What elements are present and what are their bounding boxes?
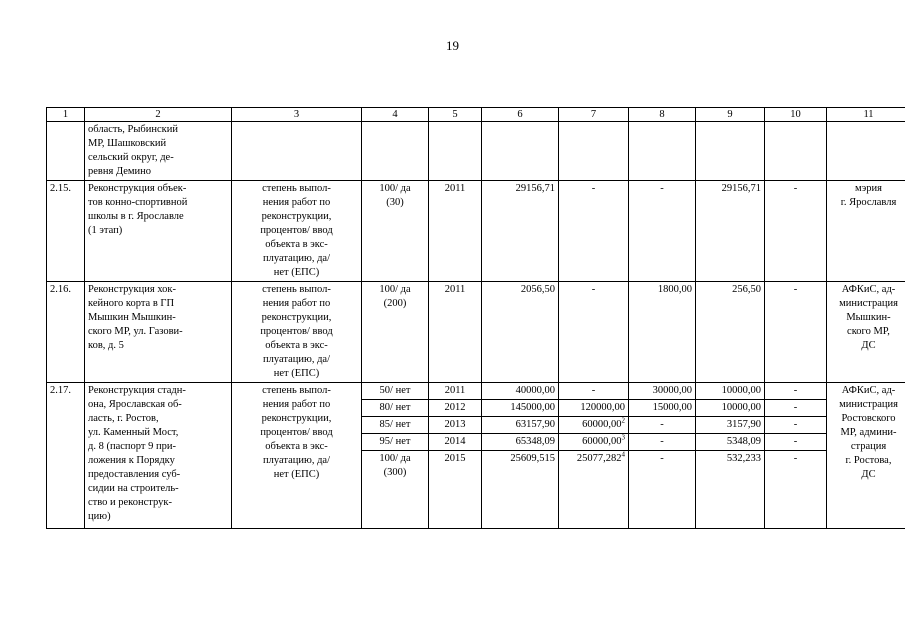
cell-value: 100/ да (30) [362,181,429,282]
cell-local: 5348,09 [696,434,765,451]
cell-total: 40000,00 [482,383,559,400]
cell-federal [559,451,629,529]
federal-value: 60000,00 [582,419,622,430]
cell-regional: - [629,434,696,451]
federal-value: 120000,00 [580,402,625,413]
cell-local: 10000,00 [696,383,765,400]
cell-regional: - [629,417,696,434]
cell-total: 65348,09 [482,434,559,451]
cell-indicator: степень выпол- нения работ по реконструкции, процентов/ ввод объекта в экс- плуатацию, да/ нет (ЕПС) [232,282,362,383]
cell-indicator: степень выпол- нения работ по реконструкции, процентов/ ввод объекта в экс- плуатацию, да/ нет (ЕПС) [232,383,362,529]
cell-executor: АФКиС, ад- министрация Ростовского МР, админи- страция г. Ростова, ДС [827,383,905,529]
header-cell: 7 [559,108,629,122]
cell-total: 29156,71 [482,181,559,282]
cell-local: 532,233 [696,451,765,529]
federal-value: 25077,282 [576,453,622,464]
cell-other: - [765,400,827,417]
cell-year: 2011 [429,383,482,400]
cell-local: 256,50 [696,282,765,383]
cell-executor: мэрия г. Ярославля [827,181,905,282]
cell-year: 2013 [429,417,482,434]
cell-value: 100/ да (200) [362,282,429,383]
cell-empty [765,122,827,181]
footnote-mark: 4 [621,450,625,459]
footnote-mark: 2 [621,416,625,425]
header-cell: 10 [765,108,827,122]
cell-local: 3157,90 [696,417,765,434]
cell-name: область, Рыбинский МР, Шашковский сельский округ, де- ревня Демино [85,122,232,181]
cell-num: 2.15. [47,181,85,282]
cell-empty [827,122,905,181]
cell-year: 2014 [429,434,482,451]
federal-value: 60000,00 [582,436,622,447]
cell-total: 63157,90 [482,417,559,434]
cell-empty [559,122,629,181]
cell-regional: - [629,181,696,282]
header-cell: 4 [362,108,429,122]
cell-federal [559,383,629,400]
program-table [46,107,905,529]
footnote-mark: 3 [621,433,625,442]
cell-federal: - [559,282,629,383]
cell-local: 29156,71 [696,181,765,282]
cell-total: 145000,00 [482,400,559,417]
cell-empty [629,122,696,181]
cell-regional: 15000,00 [629,400,696,417]
cell-other: - [765,417,827,434]
cell-year: 2012 [429,400,482,417]
cell-total: 25609,515 [482,451,559,529]
cell-federal: - [559,181,629,282]
cell-other: - [765,181,827,282]
cell-empty [232,122,362,181]
cell-regional: - [629,451,696,529]
header-cell: 2 [85,108,232,122]
table-row [47,383,905,400]
cell-executor: АФКиС, ад- министрация Мышкин- ского МР, ДС [827,282,905,383]
cell-empty [429,122,482,181]
cell-total: 2056,50 [482,282,559,383]
cell-year: 2011 [429,181,482,282]
cell-regional: 30000,00 [629,383,696,400]
header-cell: 3 [232,108,362,122]
table-row [47,181,905,282]
cell-value: 80/ нет [362,400,429,417]
cell-federal [559,434,629,451]
cell-value: 100/ да (300) [362,451,429,529]
cell-other: - [765,451,827,529]
cell-other: - [765,434,827,451]
cell-num: 2.17. [47,383,85,529]
cell-regional: 1800,00 [629,282,696,383]
table-row [47,282,905,383]
cell-value: 85/ нет [362,417,429,434]
header-cell: 5 [429,108,482,122]
header-cell: 9 [696,108,765,122]
table-header-row [47,108,905,122]
cell-indicator: степень выпол- нения работ по реконструкции, процентов/ ввод объекта в экс- плуатацию, да/ нет (ЕПС) [232,181,362,282]
cell-year: 2011 [429,282,482,383]
cell-name: Реконструкция хок- кейного корта в ГП Мышкин Мышкин- ского МР, ул. Газови- ков, д. 5 [85,282,232,383]
cell-federal [559,417,629,434]
cell-value: 50/ нет [362,383,429,400]
header-cell: 1 [47,108,85,122]
header-cell: 8 [629,108,696,122]
federal-value: - [591,385,596,396]
cell-year: 2015 [429,451,482,529]
cell-num [47,122,85,181]
cell-empty [482,122,559,181]
cell-other: - [765,282,827,383]
cell-empty [696,122,765,181]
cell-empty [362,122,429,181]
cell-other: - [765,383,827,400]
table-row [47,122,905,181]
header-cell: 11 [827,108,905,122]
page-number: 19 [446,38,459,53]
cell-num: 2.16. [47,282,85,383]
cell-name: Реконструкция объек- тов конно-спортивной школы в г. Ярославле (1 этап) [85,181,232,282]
cell-value: 95/ нет [362,434,429,451]
cell-federal [559,400,629,417]
header-cell: 6 [482,108,559,122]
cell-name: Реконструкция стадн- она, Ярославская об- ласть, г. Ростов, ул. Каменный Мост, д. 8 (паспорт 9 при- ложения к Порядку предоставления суб- сидии на строитель- ство и реконструк- цию) [85,383,232,529]
cell-local: 10000,00 [696,400,765,417]
